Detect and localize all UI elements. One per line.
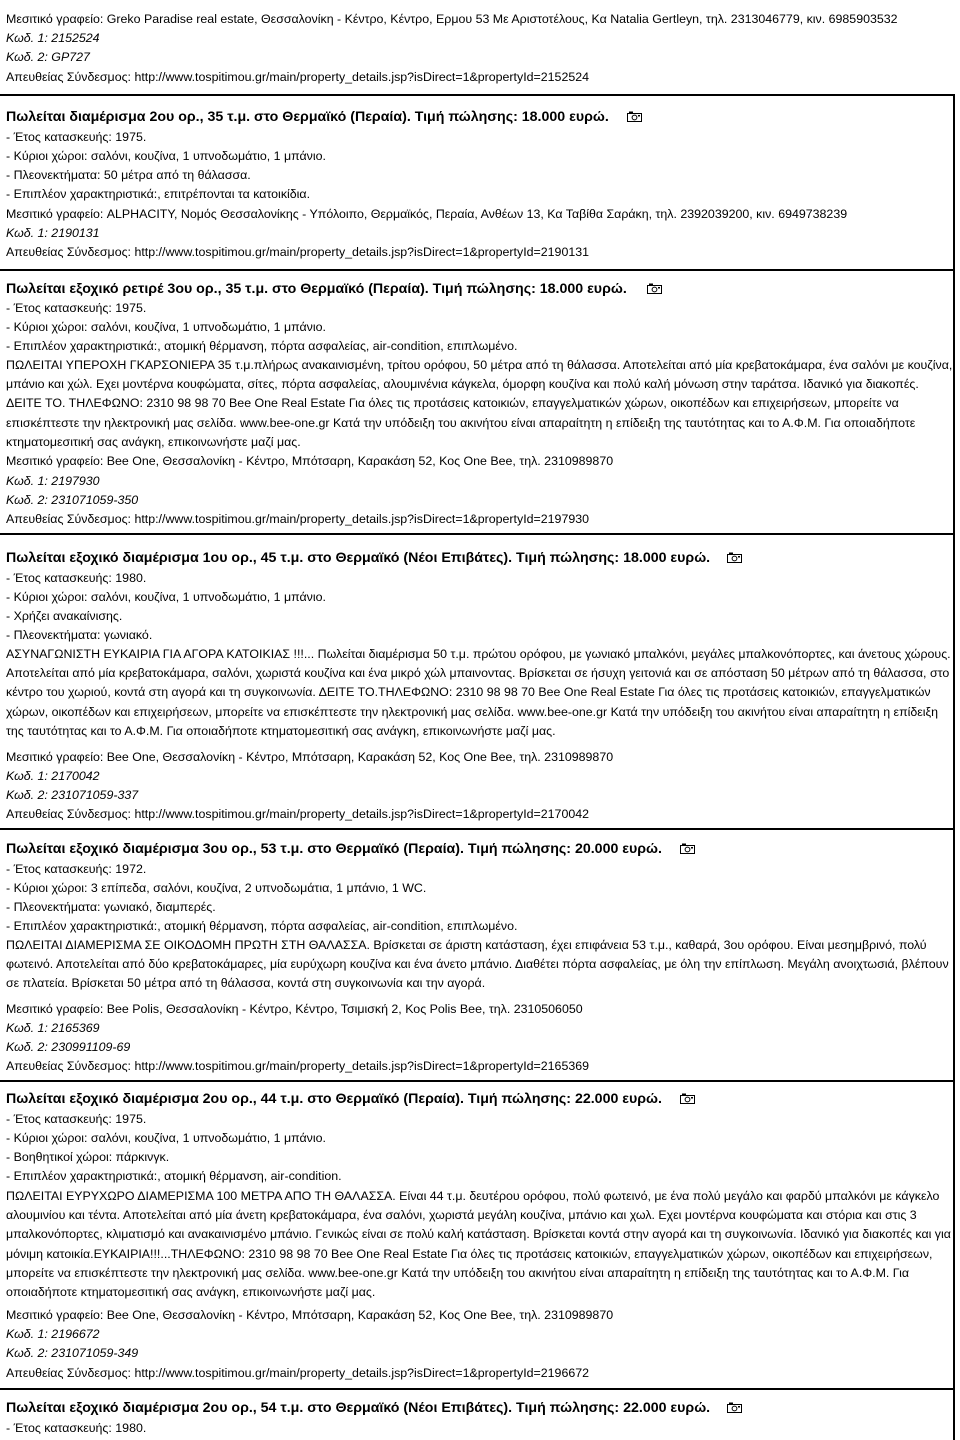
listing-agency: Μεσιτικό γραφείο: Bee One, Θεσσαλονίκη - Κέντρο, Μπότσαρη, Καρακάση 52, Κος One Bee, τηλ. 2310989870: [6, 1308, 614, 1322]
camera-icon[interactable]: [680, 843, 695, 854]
listing-direct-link[interactable]: Απευθείας Σύνδεσμος: http://www.tospitimou.gr/main/property_details.jsp?isDirect=1&propertyId=2165369: [6, 1059, 590, 1073]
feature-item: - Κύριοι χώροι: σαλόνι, κουζίνα, 1 υπνοδωμάτιο, 1 μπάνιο.: [6, 320, 326, 334]
camera-icon[interactable]: [727, 552, 742, 563]
listing-title: Πωλείται εξοχικό διαμέρισμα 3ου ορ., 53 τ.μ. στο Θερμαϊκό (Περαία). Τιμή πώλησης: 20.000 ευρώ.: [6, 841, 662, 857]
feature-item: - Επιπλέον χαρακτηριστικά:, ατομική θέρμανση, πόρτα ασφαλείας, air-condition, επιπλωμένο.: [6, 339, 518, 353]
feature-item: - Επιπλέον χαρακτηριστικά:, επιτρέπονται τα κατοικίδια.: [6, 187, 311, 201]
listing-code-2: Κωδ. 2: 231071059-349: [6, 1346, 139, 1360]
listing-agency: Μεσιτικό γραφείο: Bee One, Θεσσαλονίκη - Κέντρο, Μπότσαρη, Καρακάση 52, Κος One Bee, τηλ. 2310989870: [6, 750, 614, 764]
listing-code-1: Κωδ. 1: 2196672: [6, 1327, 100, 1341]
feature-item: - Πλεονεκτήματα: γωνιακό.: [6, 628, 153, 642]
feature-item: - Έτος κατασκευής: 1980.: [6, 1421, 147, 1435]
listing-title: Πωλείται εξοχικό διαμέρισμα 2ου ορ., 54 τ.μ. στο Θερμαϊκό (Νέοι Επιβάτες). Τιμή πώλησης: 22.000 ευρώ.: [6, 1400, 711, 1416]
listing-code-1: Κωδ. 1: 2197930: [6, 474, 100, 488]
listing-agency: Μεσιτικό γραφείο: Bee Polis, Θεσσαλονίκη - Κέντρο, Κέντρο, Τσιμισκή 2, Κος Polis Bee, τηλ. 2310506050: [6, 1002, 583, 1016]
feature-item: - Χρήζει ανακαίνισης.: [6, 609, 123, 623]
intro-direct-link[interactable]: Απευθείας Σύνδεσμος: http://www.tospitimou.gr/main/property_details.jsp?isDirect=1&propertyId=2152524: [6, 70, 590, 84]
feature-item: - Κύριοι χώροι: 3 επίπεδα, σαλόνι, κουζίνα, 2 υπνοδωμάτια, 1 μπάνιο, 1 WC.: [6, 881, 427, 895]
intro-code-2: Κωδ. 2: GP727: [6, 50, 90, 64]
listing-description: ΠΩΛΕΙΤΑΙ ΔΙΑΜΕΡΙΣΜΑ ΣΕ ΟΙΚΟΔΟΜΗ ΠΡΩΤΗ ΣΤΗ ΘΑΛΑΣΣΑ. Βρίσκεται σε άριστη κατάσταση, έχει επιφάνεια 53 τ.μ., καθαρά, 3ου ορόφου. Είναι μεσημβρινό, πολύ φωτεινό. Αποτελείται από δύο κρεβατοκάμαρες, μία ευρύχωρη κουζίνα και ένα άνετο μπάνιο. Διαθέτει πόρτα ασφαλείας, με όλη την επίπλωση. Μεγάλη ανοιχτωσιά, βλέπουν σε πλατεία. Βρίσκεται 50 μέτρα από τη θάλασσα, κοντά στη συγκοινωνία και την αγορά.: [6, 938, 949, 991]
listing-code-2: Κωδ. 2: 231071059-337: [6, 788, 139, 802]
camera-icon[interactable]: [680, 1093, 695, 1104]
listing-direct-link[interactable]: Απευθείας Σύνδεσμος: http://www.tospitimou.gr/main/property_details.jsp?isDirect=1&propertyId=2197930: [6, 512, 590, 526]
intro-agency: Μεσιτικό γραφείο: Greko Paradise real estate, Θεσσαλονίκη - Κέντρο, Κέντρο, Ερμου 53 Με Αριστοτέλους, Κα Natalia Gertleyn, τηλ. 2313046779, κιν. 6985903532: [6, 12, 898, 26]
listing-description: ΠΩΛΕΙΤΑΙ ΥΠΕΡΟΧΗ ΓΚΑΡΣΟΝΙΕΡΑ 35 τ.μ.πλήρως ανακαινισμένη, τρίτου ορόφου, 50 μέτρα από τη θάλασσα. Αποτελείται από μία κρεβατοκάμαρα, ένα σαλόνι με κουζίνα, μπάνιο και χώλ. Εχει μοντέρνα κουφώματα, σίτες, πόρτα ασφαλείας, αλουμινένια κάγκελα, όμορφη κουζίνα και πολύ καλή μόνωση στην ταράτσα. Ιδανικό για διακοπές. ΔΕΙΤΕ ΤΟ. ΤΗΛΕΦΩΝΟ: 2310 98 98 70 Bee One Real Estate Για όλες τις προτάσεις κατοικιών, επαγγελματικών χώρων, οικοπέδων και επιχειρήσεων, μπορείτε να επισκέπτεστε την ηλεκτρονική μας σελίδα. www.bee-one.gr Κατά την υπόδειξη του ακινήτου είναι απαραίτητη η επίδειξη της ταυτότητας και το Α.Φ.Μ. Για οποιαδήποτε κτηματομεσιτική σας ανάγκη, επικοινωνήστε μαζί μας.: [6, 358, 953, 449]
listing-title: Πωλείται διαμέρισμα 2ου ορ., 35 τ.μ. στο Θερμαϊκό (Περαία). Τιμή πώλησης: 18.000 ευρώ.: [6, 109, 609, 125]
feature-item: - Πλεονεκτήματα: γωνιακό, διαμπερές.: [6, 900, 216, 914]
feature-item: - Πλεονεκτήματα: 50 μέτρα από τη θάλασσα.: [6, 168, 251, 182]
intro-code-1: Κωδ. 1: 2152524: [6, 31, 100, 45]
listing-code-1: Κωδ. 1: 2165369: [6, 1021, 100, 1035]
listing-code-2: Κωδ. 2: 230991109-69: [6, 1040, 131, 1054]
listing-agency: Μεσιτικό γραφείο: Bee One, Θεσσαλονίκη - Κέντρο, Μπότσαρη, Καρακάση 52, Κος One Bee, τηλ. 2310989870: [6, 454, 614, 468]
listing-direct-link[interactable]: Απευθείας Σύνδεσμος: http://www.tospitimou.gr/main/property_details.jsp?isDirect=1&propertyId=2190131: [6, 245, 590, 259]
listing-direct-link[interactable]: Απευθείας Σύνδεσμος: http://www.tospitimou.gr/main/property_details.jsp?isDirect=1&propertyId=2170042: [6, 807, 590, 821]
camera-icon[interactable]: [727, 1402, 742, 1413]
feature-item: - Έτος κατασκευής: 1980.: [6, 571, 147, 585]
feature-item: - Κύριοι χώροι: σαλόνι, κουζίνα, 1 υπνοδωμάτιο, 1 μπάνιο.: [6, 590, 326, 604]
listing-code-2: Κωδ. 2: 231071059-350: [6, 493, 139, 507]
listing-code-1: Κωδ. 1: 2190131: [6, 226, 100, 240]
listing-code-1: Κωδ. 1: 2170042: [6, 769, 100, 783]
listing-title: Πωλείται εξοχικό διαμέρισμα 1ου ορ., 45 τ.μ. στο Θερμαϊκό (Νέοι Επιβάτες). Τιμή πώλησης: 18.000 ευρώ.: [6, 550, 711, 566]
feature-item: - Έτος κατασκευής: 1975.: [6, 130, 147, 144]
listing-direct-link[interactable]: Απευθείας Σύνδεσμος: http://www.tospitimou.gr/main/property_details.jsp?isDirect=1&propertyId=2196672: [6, 1366, 590, 1380]
feature-item: - Έτος κατασκευής: 1975.: [6, 301, 147, 315]
camera-icon[interactable]: [627, 111, 642, 122]
feature-item: - Επιπλέον χαρακτηριστικά:, ατομική θέρμανση, πόρτα ασφαλείας, air-condition, επιπλωμένο.: [6, 919, 518, 933]
listing-description: ΑΣΥΝΑΓΩΝΙΣΤΗ ΕΥΚΑΙΡΙΑ ΓΙΑ ΑΓΟΡΑ ΚΑΤΟΙΚΙΑΣ !!!... Πωλείται διαμέρισμα 50 τ.μ. πρώτου ορόφου, με γωνιακό μπαλκόνι, μεγάλες μπαλκονόπορτες, και άνετους χώρους. Αποτελείται από μία κρεβατοκάμαρα, σαλόνι, χωριστά κουζίνα και ένα μικρό χώλ μπαινοντας. Βρίσκεται σε ήσυχη γειτονιά και σε απόσταση 50 μέτρων από τη θάλασσα, στο κέντρο του χωριού, κοντά στη αγορά και τη συγκοινωνία. ΔΕΙΤΕ ΤΟ.ΤΗΛΕΦΩΝΟ: 2310 98 98 70 Bee One Real Estate Για όλες τις προτάσεις κατοικιών, επαγγελματικών χώρων, οικοπέδων και επιχειρήσεων, μπορείτε να επισκέπτεστε την ηλεκτρονική μας σελίδα. www.bee-one.gr Κατά την υπόδειξη του ακινήτου είναι απαραίτητη η επίδειξη της ταυτότητας και το Α.Φ.Μ. Για οποιαδήποτε κτηματομεσιτική σας ανάγκη, επικοινωνήστε μαζί μας.: [6, 647, 951, 738]
camera-icon[interactable]: [647, 283, 662, 294]
feature-item: - Κύριοι χώροι: σαλόνι, κουζίνα, 1 υπνοδωμάτιο, 1 μπάνιο.: [6, 149, 326, 163]
feature-item: - Έτος κατασκευής: 1972.: [6, 862, 147, 876]
feature-item: - Βοηθητικοί χώροι: πάρκινγκ.: [6, 1150, 170, 1164]
listing-title: Πωλείται εξοχικό διαμέρισμα 2ου ορ., 44 τ.μ. στο Θερμαϊκό (Περαία). Τιμή πώλησης: 22.000 ευρώ.: [6, 1091, 662, 1107]
listing-agency: Μεσιτικό γραφείο: ALPHACITY, Νομός Θεσσαλονίκης - Υπόλοιπο, Θερμαϊκός, Περαία, Ανθέων 13, Κα Ταβίθα Σαράκη, τηλ. 2392039200, κιν. 6949738239: [6, 207, 848, 221]
feature-item: - Έτος κατασκευής: 1975.: [6, 1112, 147, 1126]
feature-item: - Επιπλέον χαρακτηριστικά:, ατομική θέρμανση, air-condition.: [6, 1169, 342, 1183]
listing-description: ΠΩΛΕΙΤΑΙ ΕΥΡΥΧΩΡΟ ΔΙΑΜΕΡΙΣΜΑ 100 ΜΕΤΡΑ ΑΠΟ ΤΗ ΘΑΛΑΣΣΑ. Είναι 44 τ.μ. δευτέρου ορόφου, πολύ φωτεινό, με ένα πολύ μεγάλο και φαρδύ μπαλκόνι με κάγκελο αλουμινίου και τέντα. Αποτελείται από μία άνετη κρεβατοκάμαρα, ένα σαλόνι, χωριστά μεγάλη κουζίνα, μπάνιο και χωλ. Εχει μοντέρνα κουφώματα και στόρια και στις 3 μπαλκονόπορτες, κλιματισμό και ανακαινισμένο μπάνιο. Γενικώς είναι σε πολύ καλή κατάσταση. Βρίσκεται κοντά στην αγορά και τη συγκοινωνία. Ιδανικό για διακοπές και για μόνιμη κατοικία.ΕΥΚΑΙΡΙΑ!!!...ΤΗΛΕΦΩΝΟ: 2310 98 98 70 Bee One Real Estate Για όλες τις προτάσεις κατοικιών, επαγγελματικών χώρων, οικοπέδων και επιχειρήσεων, μπορείτε να επισκέπτεστε την ηλεκτρονική μας σελίδα. www.bee-one.gr Κατά την υπόδειξη του ακινήτου είναι απαραίτητη η επίδειξη της ταυτότητας και το Α.Φ.Μ. Για οποιαδήποτε κτηματομεσιτική σας ανάγκη, επικοινωνήστε μαζί μας.: [6, 1189, 951, 1300]
listing-title: Πωλείται εξοχικό ρετιρέ 3ου ορ., 35 τ.μ. στο Θερμαϊκό (Περαία). Τιμή πώλησης: 18.000 ευρώ.: [6, 281, 627, 297]
feature-item: - Κύριοι χώροι: σαλόνι, κουζίνα, 1 υπνοδωμάτιο, 1 μπάνιο.: [6, 1131, 326, 1145]
